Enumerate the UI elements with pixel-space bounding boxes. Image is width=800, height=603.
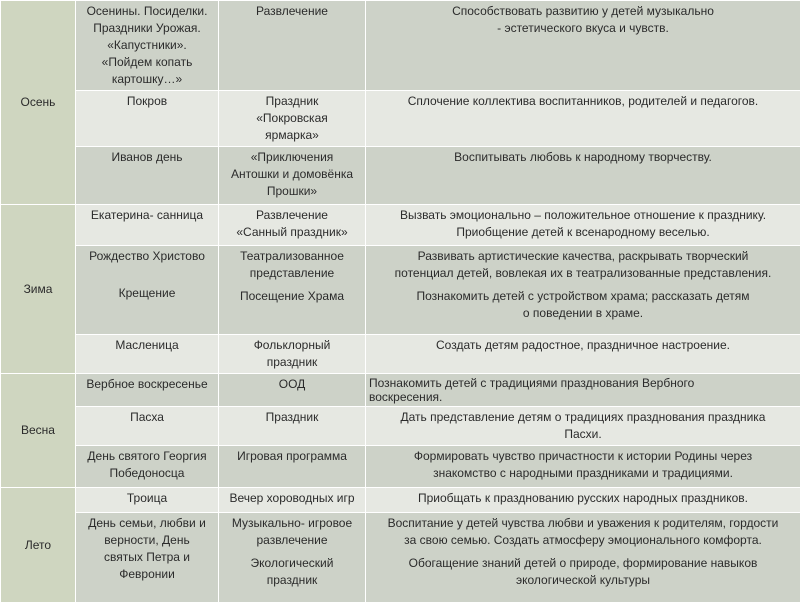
form-line: Прошки» (222, 183, 362, 200)
goal-line: за свою семью. Создать атмосферу эмоционального комфорта. (369, 532, 797, 549)
event-cell (76, 513, 219, 603)
event-line: Победоносца (79, 465, 215, 482)
goal-line: экологической культуры (369, 572, 797, 589)
event-line: День семьи, любви и (79, 515, 215, 532)
event-line: Осенины. Посиделки. (79, 3, 215, 20)
goal-line: Обогащение знаний детей о природе, формирование навыков (369, 555, 797, 572)
goal-line: Приобщение детей к всенародному веселью. (369, 224, 797, 241)
goal-cell: Создать детям радостное, праздничное настроение. (366, 335, 800, 374)
goal-line: знакомство с народными праздниками и традициями. (369, 465, 797, 482)
form-line: «Приключения (222, 149, 362, 166)
goal-line: Познакомить детей с устройством храма; рассказать детям (369, 288, 797, 305)
goal-line: Вызвать эмоционально – положительное отношение к празднику. (369, 207, 797, 224)
event-line: Крещение (79, 285, 215, 302)
form-line: праздник (222, 572, 362, 589)
goal-line: Воспитание у детей чувства любви и уважения к родителям, гордости (369, 515, 797, 532)
goal-cell (366, 205, 800, 246)
form-cell (219, 513, 366, 603)
event-cell (76, 446, 219, 488)
goal-cell (366, 246, 800, 335)
form-line: Праздник (222, 93, 362, 110)
form-cell (219, 246, 366, 335)
event-cell (76, 246, 219, 335)
form-line: «Покровская (222, 110, 362, 127)
table-row (1, 374, 800, 407)
goal-line: Способствовать развитию у детей музыкально (369, 3, 797, 20)
form-cell: Вечер хороводных игр (219, 488, 366, 513)
form-line: Посещение Храма (222, 288, 362, 305)
form-line: Фольклорный (222, 337, 362, 354)
table-row (1, 513, 800, 603)
goal-line: Познакомить детей с традициями празднования Вербного (369, 376, 797, 390)
goal-cell (366, 407, 800, 446)
goal-cell: Воспитывать любовь к народному творчеству. (366, 147, 800, 205)
event-line: святых Петра и (79, 549, 215, 566)
event-line: День святого Георгия (79, 448, 215, 465)
event-cell: Пасха (76, 407, 219, 446)
form-line: Экологический (222, 555, 362, 572)
event-cell: Масленица (76, 335, 219, 374)
form-cell (219, 91, 366, 147)
form-line: ярмарка» (222, 127, 362, 144)
goal-line: потенциал детей, вовлекая их в театрализованные представления. (369, 265, 797, 282)
goal-line: - эстетического вкуса и чувств. (369, 20, 797, 37)
season-summer: Лето (1, 488, 76, 603)
goal-line: Пасхи. (369, 426, 797, 443)
form-cell (219, 147, 366, 205)
event-line: «Пойдем копать (79, 54, 215, 71)
table-row (1, 91, 800, 147)
goal-cell: Сплочение коллектива воспитанников, родителей и педагогов. (366, 91, 800, 147)
form-cell: Игровая программа (219, 446, 366, 488)
event-line: Февронии (79, 566, 215, 583)
goal-line: Развивать артистические качества, раскрывать творческий (369, 248, 797, 265)
form-cell (219, 335, 366, 374)
table-row (1, 246, 800, 335)
form-line: Антошки и домовёнка (222, 166, 362, 183)
event-line: Рождество Христово (79, 248, 215, 265)
event-cell: Иванов день (76, 147, 219, 205)
form-line: праздник (222, 354, 362, 371)
goal-cell (366, 513, 800, 603)
form-line: развлечение (222, 532, 362, 549)
season-spring: Весна (1, 374, 76, 488)
event-cell: Екатерина- санница (76, 205, 219, 246)
form-cell: ООД (219, 374, 366, 407)
table-row (1, 205, 800, 246)
form-cell (219, 205, 366, 246)
event-cell: Вербное воскресенье (76, 374, 219, 407)
table-row (1, 488, 800, 513)
season-winter: Зима (1, 205, 76, 374)
goal-cell (366, 446, 800, 488)
table-row (1, 1, 800, 91)
form-line: Театрализованное (222, 248, 362, 265)
goal-line: воскресения. (369, 390, 797, 404)
table-row (1, 446, 800, 488)
goal-cell (366, 374, 800, 407)
event-line: «Капустники». (79, 37, 215, 54)
event-cell (76, 1, 219, 91)
table-row (1, 335, 800, 374)
form-cell: Развлечение (219, 1, 366, 91)
table-row (1, 147, 800, 205)
event-cell: Троица (76, 488, 219, 513)
form-cell: Праздник (219, 407, 366, 446)
season-autumn: Осень (1, 1, 76, 205)
event-line: верности, День (79, 532, 215, 549)
form-line: «Санный праздник» (222, 224, 362, 241)
event-line: Праздники Урожая. (79, 20, 215, 37)
goal-cell: Приобщать к празднованию русских народных праздников. (366, 488, 800, 513)
form-line: Музыкально- игровое (222, 515, 362, 532)
event-cell: Покров (76, 91, 219, 147)
goal-line: Дать представление детям о традициях празднования праздника (369, 409, 797, 426)
form-line: Развлечение (222, 207, 362, 224)
goal-line: Формировать чувство причастности к истории Родины через (369, 448, 797, 465)
table-row (1, 407, 800, 446)
form-line: представление (222, 265, 362, 282)
goal-line: о поведении в храме. (369, 305, 797, 322)
event-line: картошку…» (79, 71, 215, 88)
goal-cell (366, 1, 800, 91)
